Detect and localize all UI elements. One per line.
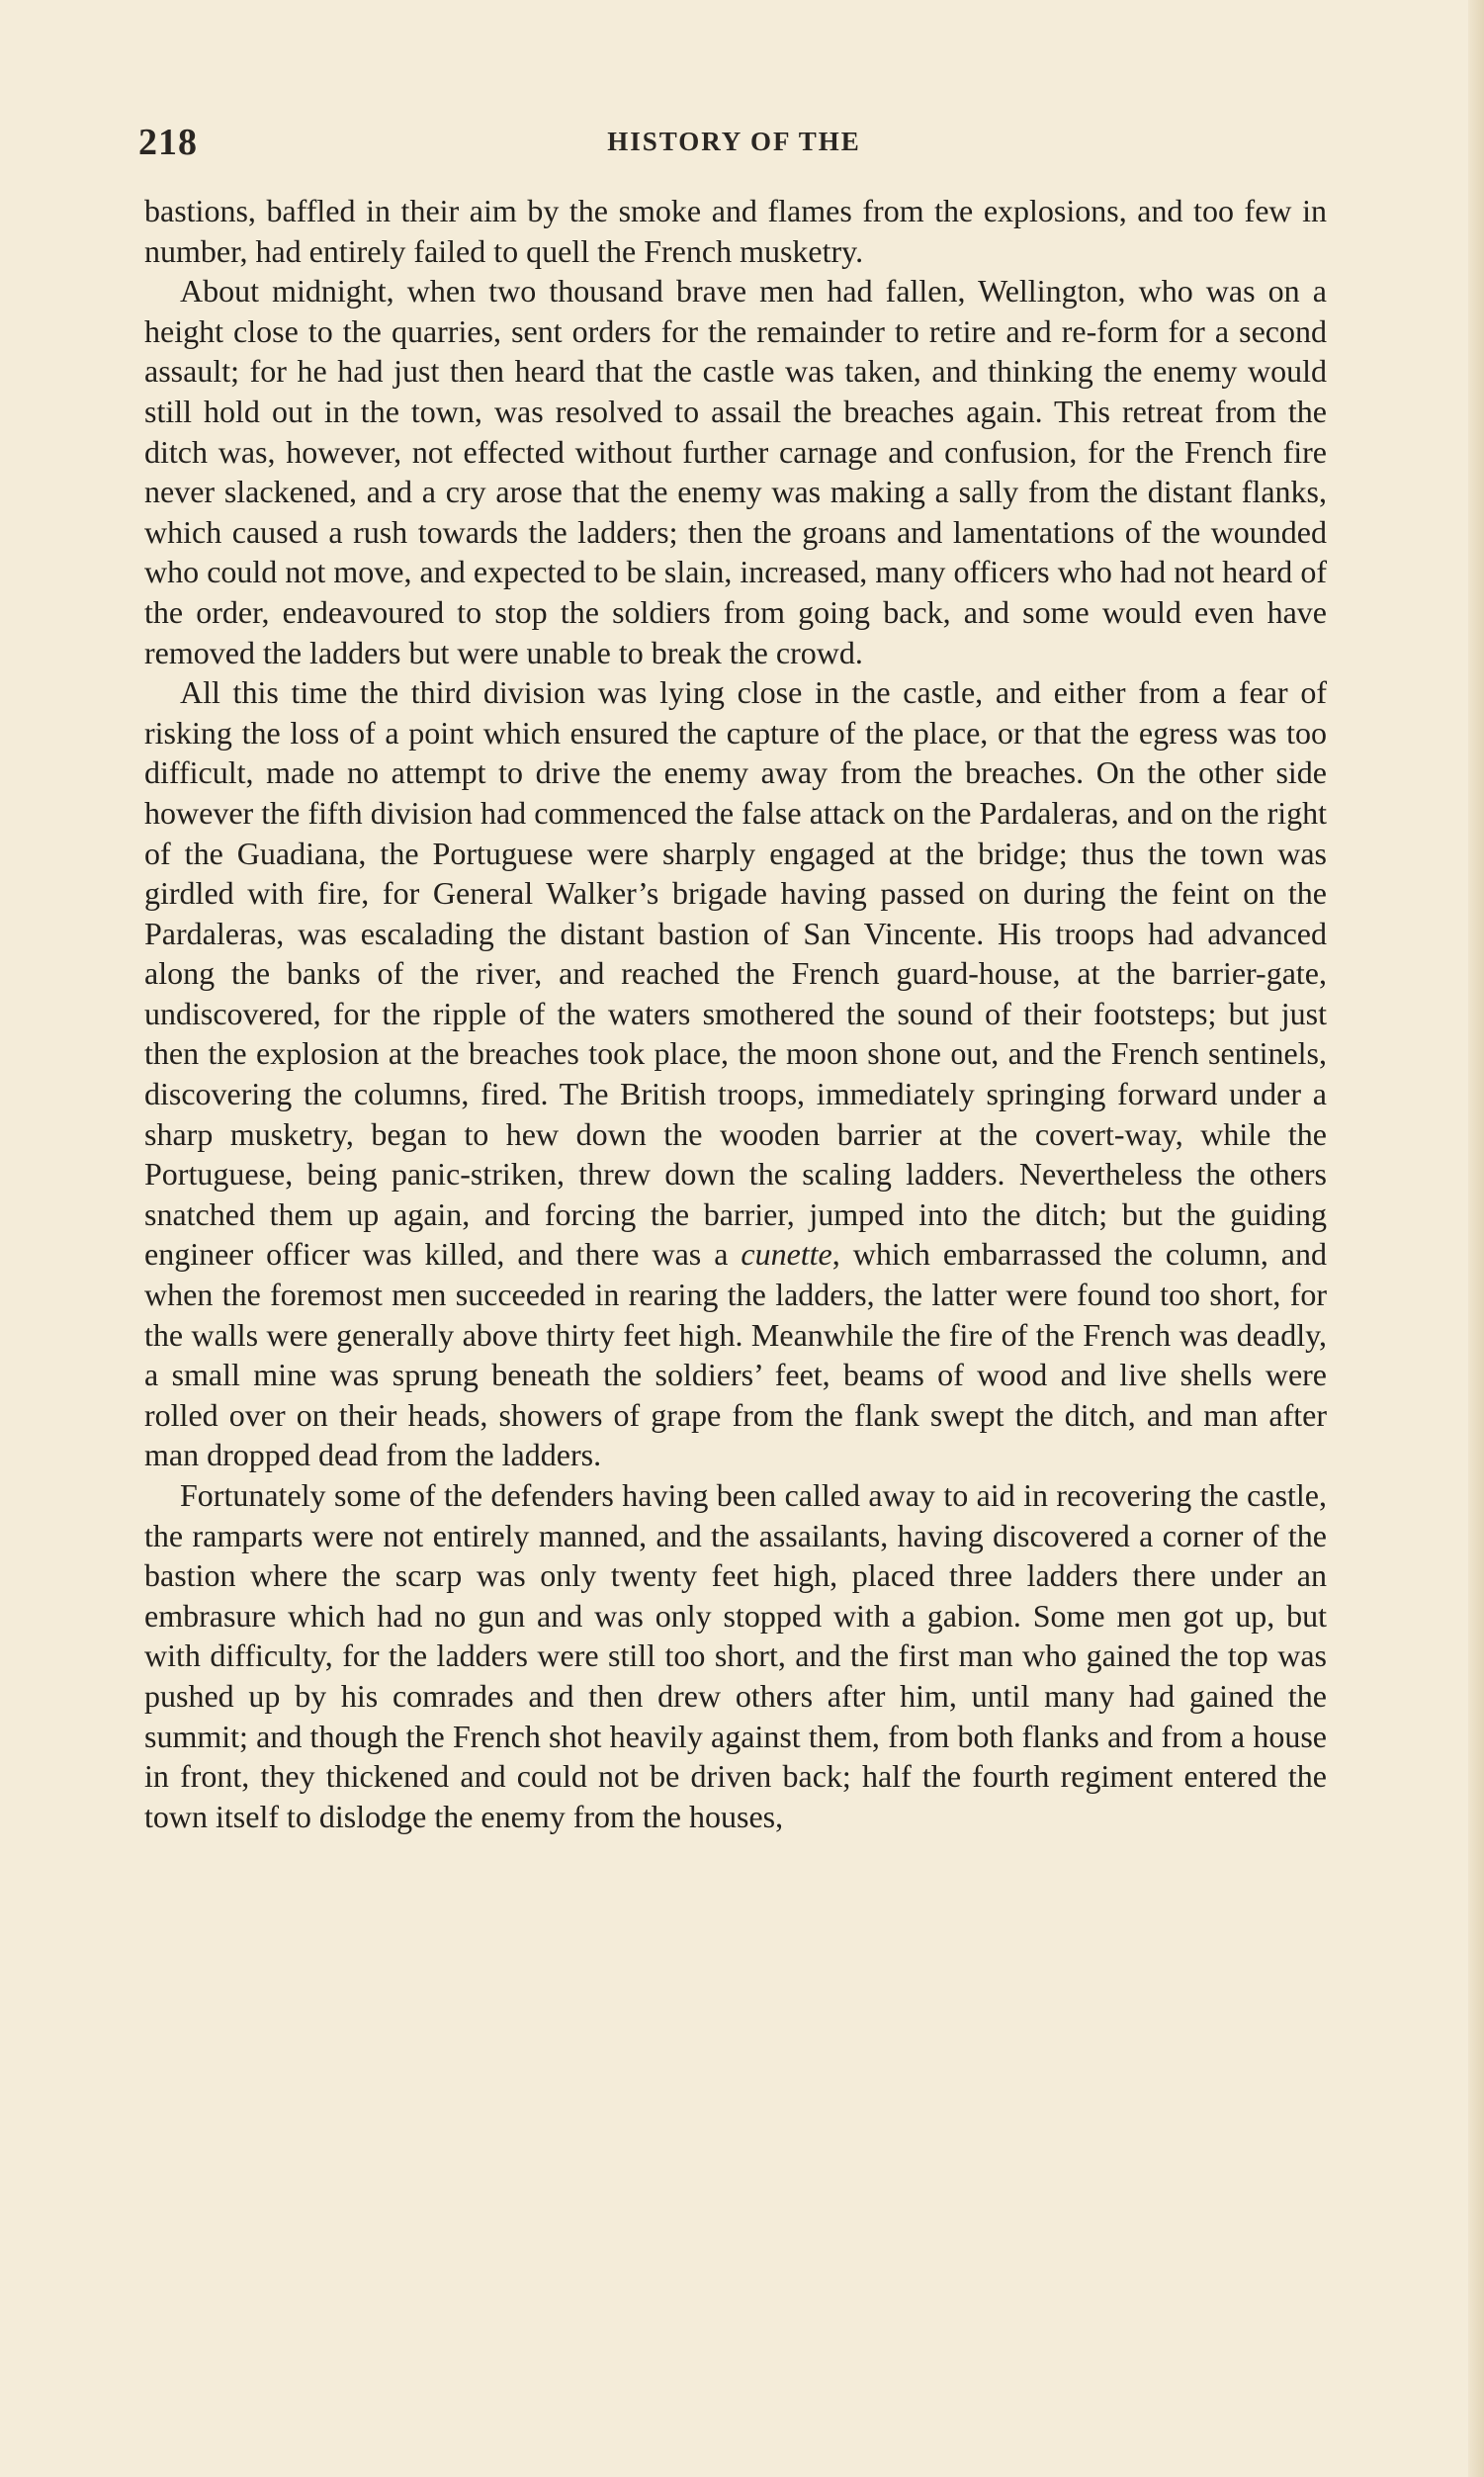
paragraph-3 xyxy=(144,672,1327,1475)
body-text xyxy=(144,191,1327,1836)
page-edge-shadow xyxy=(1468,0,1484,2477)
paragraph-3-text: All this time the third division was lying close in the castle, and either from a fear of risking the loss of a point which ensured the capture of the place, or that the egress was too difficult, made no attempt to drive the enemy away from the breaches. On the other side however the fifth division had commenced the false attack on the Pardaleras, and on the right of the Guadiana, the Portuguese were sharply engaged at the bridge; thus the town was girdled with fire, for General Walker’s brigade having passed on during the feint on the Pardaleras, was escalading the distant bastion of San Vincente. His troops had advanced along the banks of the river, and reached the French guard-house, at the barrier-gate, undiscovered, for the ripple of the waters smothered the sound of their footsteps; but just then the explosion at the breaches took place, the moon shone out, and the French sentinels, discovering the columns, fired. The British troops, immediately springing forward under a sharp musketry, began to hew down the wooden barrier at the covert-way, while the Portuguese, being panic-striken, threw down the scaling ladders. Nevertheless the others snatched them up again, and forcing the barrier, jumped into the ditch; but the guiding engineer officer was killed, and there was a xyxy=(144,674,1327,1273)
paragraph-3-continuation: , which embarrassed the column, and when the foremost men succeeded in rearing the ladders, the latter were found too short, for the walls were generally above thirty feet high. Meanwhile the fire of the French was deadly, a small mine was sprung beneath the soldiers’ feet, beams of wood and live shells were rolled over on their heads, showers of grape from the flank swept the ditch, and man after man dropped dead from the ladders. xyxy=(144,1236,1327,1473)
running-head xyxy=(138,121,1330,163)
paragraph-4: Fortunately some of the defenders having been called away to aid in recovering the castle, the ramparts were not entirely manned, and the assailants, having discovered a corner of the bastion where the scarp was only twenty feet high, placed three ladders there under an embrasure which had no gun and was only stopped with a gabion. Some men got up, but with difficulty, for the ladders were still too short, and the first man who gained the top was pushed up by his comrades and then drew others after him, until many had gained the summit; and though the French shot heavily against them, from both flanks and from a house in front, they thickened and could not be driven back; half the fourth regiment entered the town itself to dislodge the enemy from the houses, xyxy=(144,1477,1327,1834)
page-number: 218 xyxy=(138,122,198,163)
paragraph-2: About midnight, when two thousand brave men had fallen, Wellington, who was on a height close to the quarries, sent orders for the remainder to retire and re-form for a second assault; for he had just then heard that the castle was taken, and thinking the enemy would still hold out in the town, was resolved to assail the breaches again. This retreat from the ditch was, however, not effected without further carnage and confusion, for the French fire never slackened, and a cry arose that the enemy was making a sally from the distant flanks, which caused a rush towards the ladders; then the groans and lamentations of the wounded who could not move, and expected to be slain, increased, many officers who had not heard of the order, endeavoured to stop the soldiers from going back, and some would even have removed the ladders but were unable to break the crowd. xyxy=(144,273,1327,670)
italic-term: cunette xyxy=(741,1236,832,1273)
paragraph-1: bastions, baffled in their aim by the smoke and flames from the explosions, and too few in number, had entirely failed to quell the French musketry. xyxy=(144,193,1327,269)
running-title: HISTORY OF THE xyxy=(607,127,861,156)
